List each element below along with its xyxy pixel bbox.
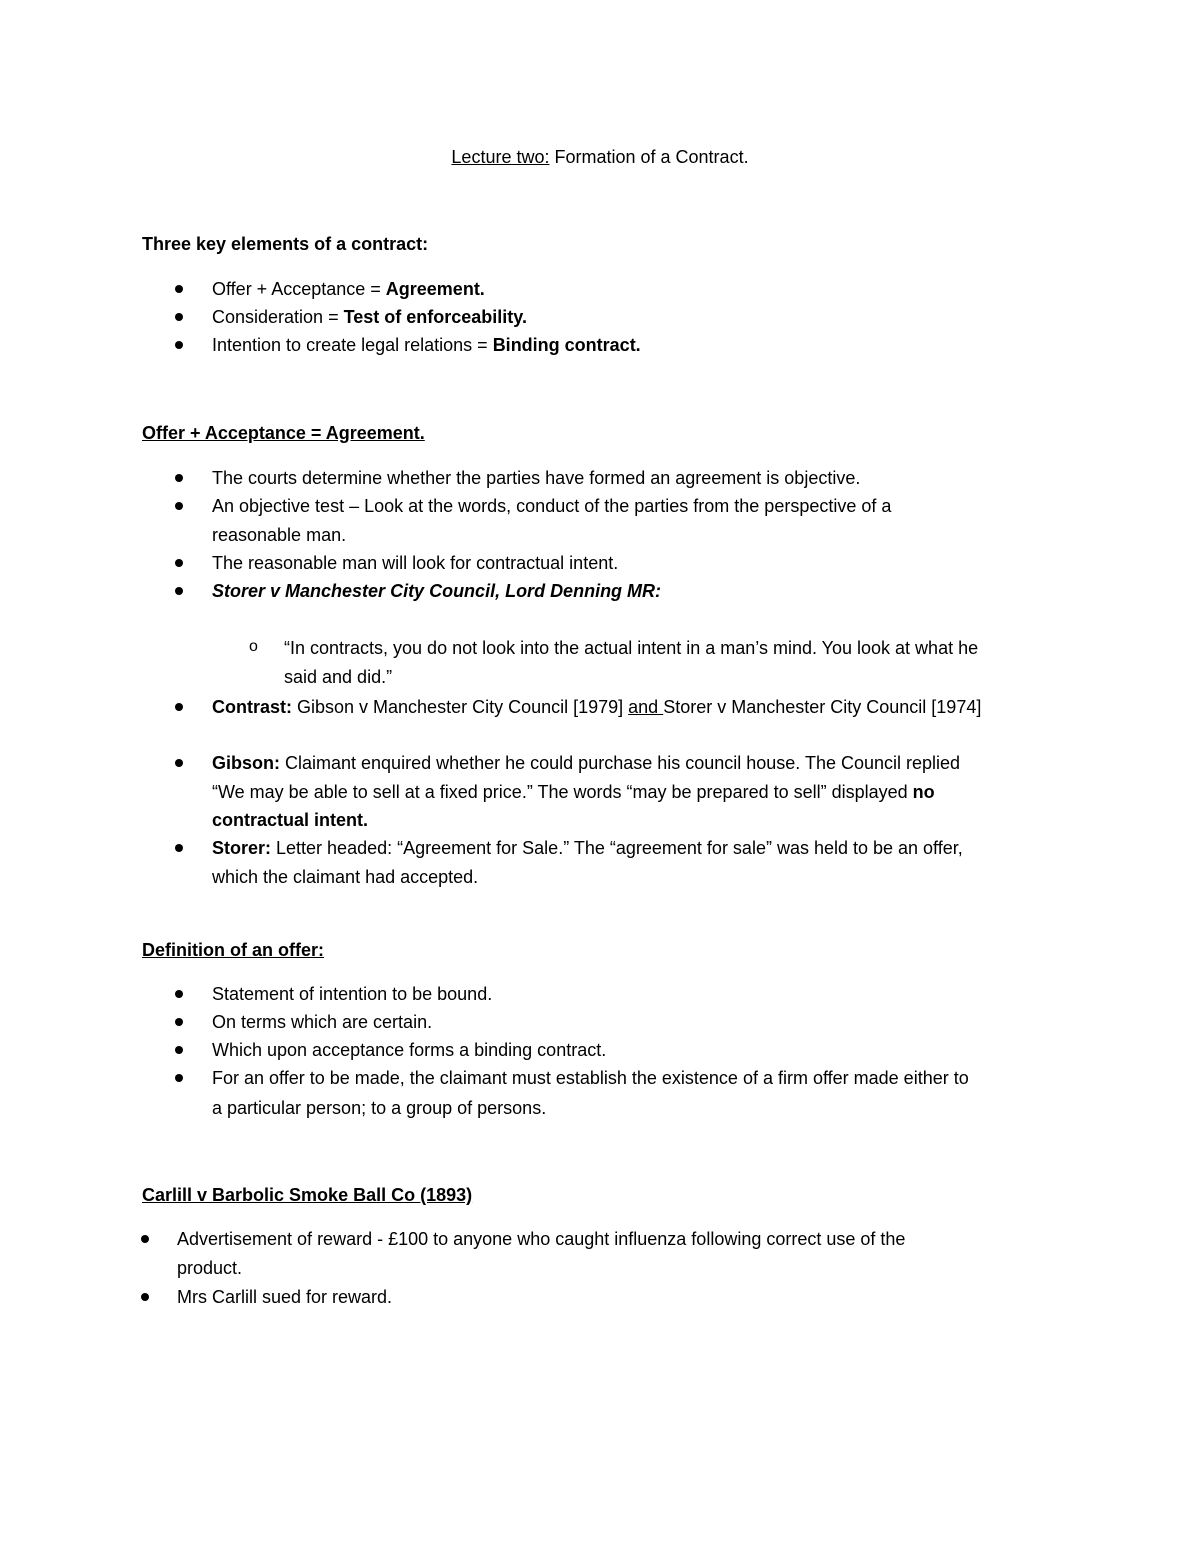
bullet-icon — [175, 1018, 183, 1026]
sub-bullet-icon: o — [249, 638, 258, 655]
bullet-icon — [175, 703, 183, 711]
list-item: Which upon acceptance forms a binding contract. — [212, 1040, 607, 1060]
list-item: The reasonable man will look for contractual intent. — [212, 553, 619, 573]
offer-definition-heading: Definition of an offer: — [142, 940, 324, 960]
list-item-continued: contractual intent. — [212, 810, 369, 830]
bullet-icon — [175, 844, 183, 852]
bullet-icon — [141, 1293, 149, 1301]
elements-heading: Three key elements of a contract: — [142, 234, 429, 254]
list-item: On terms which are certain. — [212, 1012, 433, 1032]
list-item: Mrs Carlill sued for reward. — [177, 1287, 393, 1307]
list-item-continued: a particular person; to a group of persons. — [212, 1098, 547, 1118]
list-item: Consideration = Test of enforceability. — [212, 307, 527, 327]
list-item: Storer: Letter headed: “Agreement for Sale.” The “agreement for sale” was held to be an offer, — [212, 838, 963, 858]
list-item: For an offer to be made, the claimant must establish the existence of a firm offer made either to — [212, 1068, 969, 1088]
bullet-icon — [175, 313, 183, 321]
bullet-icon — [175, 1074, 183, 1082]
list-item: Contrast: Gibson v Manchester City Council [1979] and Storer v Manchester City Council [1974] — [212, 697, 982, 717]
carlill-heading: Carlill v Barbolic Smoke Ball Co (1893) — [142, 1185, 473, 1205]
bullet-icon — [175, 341, 183, 349]
bullet-icon — [175, 759, 183, 767]
bullet-icon — [175, 1046, 183, 1054]
list-item: Intention to create legal relations = Binding contract. — [212, 335, 641, 355]
bullet-icon — [141, 1235, 149, 1243]
list-item-continued: product. — [177, 1258, 243, 1278]
bullet-icon — [175, 990, 183, 998]
list-item: Advertisement of reward - £100 to anyone who caught influenza following correct use of the — [177, 1229, 906, 1249]
bullet-icon — [175, 285, 183, 293]
bullet-icon — [175, 474, 183, 482]
title-text: Formation of a Contract. — [549, 147, 749, 167]
list-item: Offer + Acceptance = Agreement. — [212, 279, 485, 299]
quote-text: “In contracts, you do not look into the actual intent in a man’s mind. You look at what he — [284, 638, 979, 658]
list-item: Gibson: Claimant enquired whether he could purchase his council house. The Council replied — [212, 753, 961, 773]
page-title — [0, 145, 1200, 169]
list-item: Storer v Manchester City Council, Lord Denning MR: — [212, 581, 662, 601]
list-item-continued: “We may be able to sell at a fixed price.” The words “may be prepared to sell” displayed no — [212, 782, 935, 802]
title-label: Lecture two: — [451, 147, 550, 167]
bullet-icon — [175, 502, 183, 510]
list-item: The courts determine whether the parties have formed an agreement is objective. — [212, 468, 861, 488]
list-item: An objective test – Look at the words, conduct of the parties from the perspective of a — [212, 496, 892, 516]
list-item-continued: reasonable man. — [212, 525, 347, 545]
list-item: Statement of intention to be bound. — [212, 984, 493, 1004]
quote-text-continued: said and did.” — [284, 667, 393, 687]
agreement-heading: Offer + Acceptance = Agreement. — [142, 423, 425, 443]
bullet-icon — [175, 587, 183, 595]
list-item-continued: which the claimant had accepted. — [212, 867, 479, 887]
bullet-icon — [175, 559, 183, 567]
